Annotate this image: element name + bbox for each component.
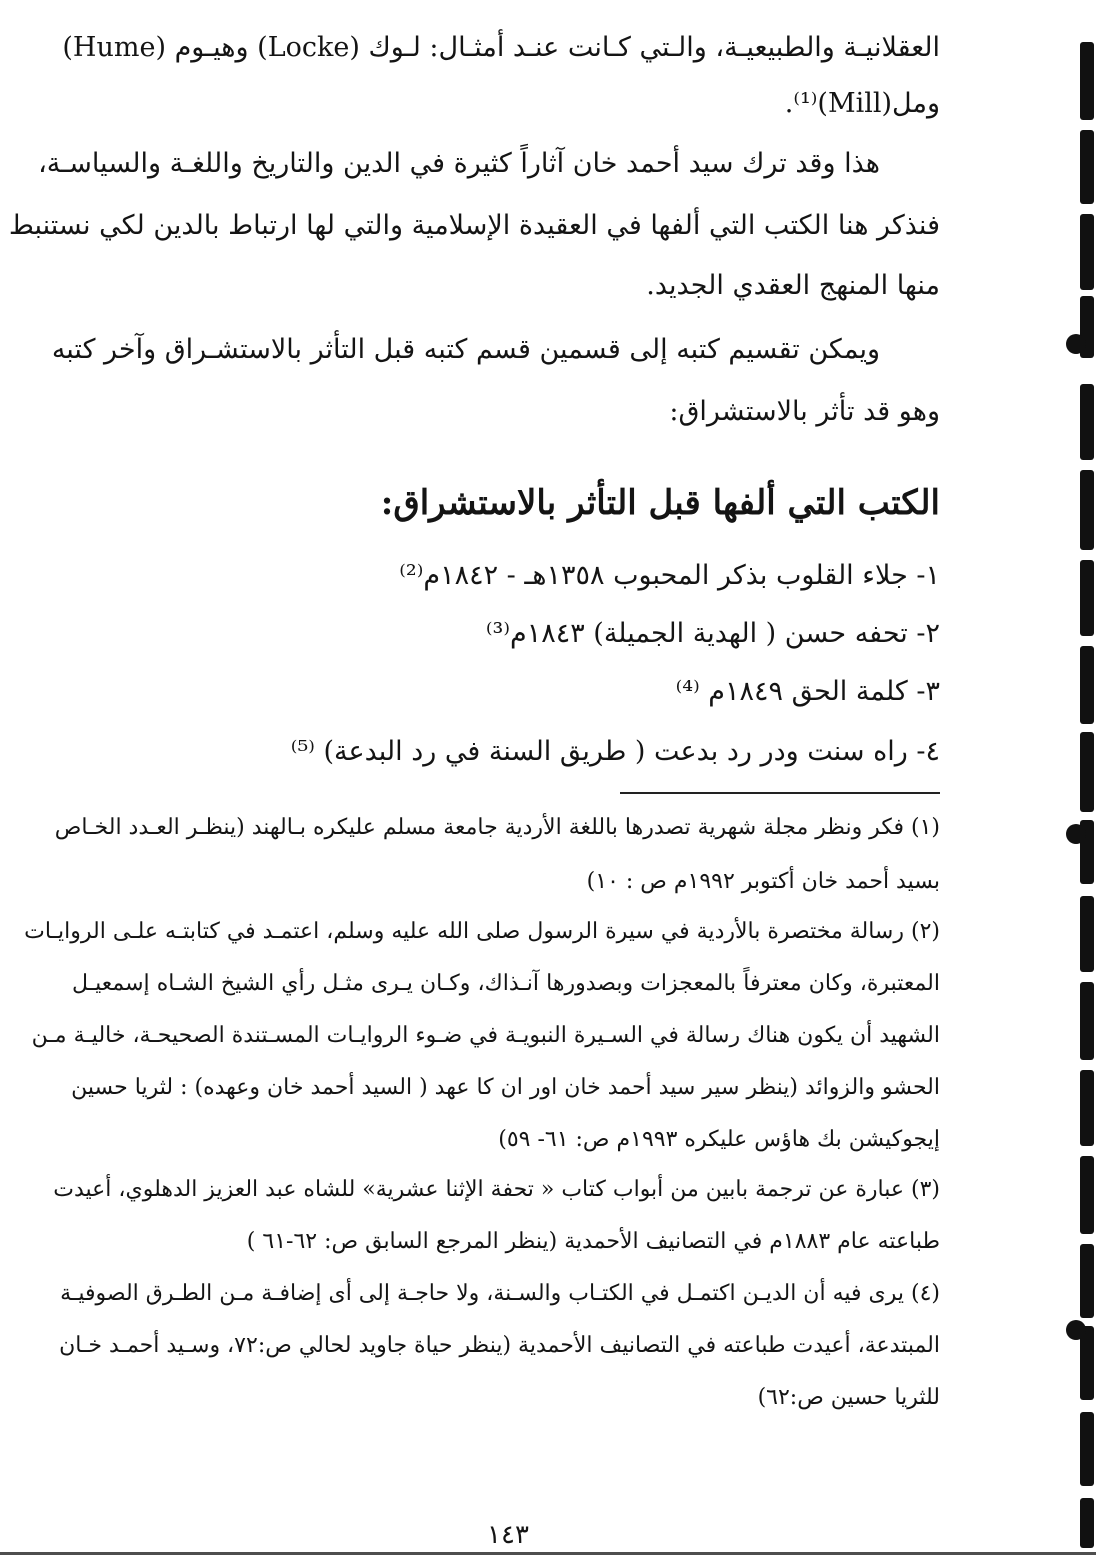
body-line: منها المنهج العقدي الجديد. [646,270,940,301]
binding-dot [1066,1320,1086,1340]
binding-mark [1080,470,1094,550]
footnote-line: للثريا حسين ص:٦٢) [757,1385,940,1410]
body-line: العقلانيـة والطبيعيـة، والـتي كـانت عنـد أمثـال: لـوك (Locke) وهيـوم (Hume) [62,32,940,63]
binding-mark [1080,130,1094,204]
body-line: هذا وقد ترك سيد أحمد خان آثاراً كثيرة في الدين والتاريخ واللغـة والسياسـة، [38,148,880,179]
list-item: ٣- كلمة الحق ١٨٤٩م ⁽⁴⁾ [675,676,940,707]
footnote-line: الحشو والزوائد (ينظر سير سيد أحمد خان اور ان كا عهد ( السيد أحمد خان وعهده) : لثريا حسين [71,1075,940,1100]
scan-bottom-edge [0,1552,1096,1555]
footnote-line: المبتدعة، أعيدت طباعته في التصانيف الأحمدية (ينظر حياة جاويد لحالي ص:٧٢، وسـيد أحمـد خـان [59,1333,940,1358]
footnote-line: الشهيد أن يكون هناك رسالة في السـيرة النبويـة في ضـوء الروايـات المسـتندة الصحيحـة، خاليـة مـن [31,1023,940,1048]
body-line: ومل(Mill)⁽¹⁾. [784,88,940,119]
footnote-line: (٢) رسالة مختصرة بالأردية في سيرة الرسول صلى الله عليه وسلم، اعتمـد في كتابتـه علـى الروايـات [24,919,940,944]
footnote-line: طباعته عام ١٨٨٣م في التصانيف الأحمدية (ينظر المرجع السابق ص: ٦٢-٦١ ) [246,1229,940,1254]
footnote-line: إيجوكيشن بك هاؤس عليكره ١٩٩٣م ص: ٦١- ٥٩) [498,1127,940,1152]
footnote-separator [620,792,940,794]
body-line: وهو قد تأثر بالاستشراق: [669,396,940,427]
section-heading: الكتب التي ألفها قبل التأثر بالاستشراق: [380,483,940,523]
binding-dot [1066,334,1086,354]
footnote-line: (١) فكر ونظر مجلة شهرية تصدرها باللغة الأردية جامعة مسلم عليكره بـالهند (ينظـر العـدد الخـاص [54,815,940,840]
binding-mark [1080,384,1094,460]
binding-mark [1080,1498,1094,1548]
footnote-line: بسيد أحمد خان أكتوبر ١٩٩٢م ص : ١٠) [586,869,940,894]
binding-mark [1080,646,1094,724]
binding-mark [1080,982,1094,1060]
footnote-line: المعتبرة، وكان معترفاً بالمعجزات وبصدورها آنـذاك، وكـان يـرى مثـل رأي الشيخ الشـاه إسمعيـل [72,971,940,996]
binding-mark [1080,1070,1094,1146]
body-line: فنذكر هنا الكتب التي ألفها في العقيدة الإسلامية والتي لها ارتباط بالدين لكي نستنبط [8,210,940,241]
binding-mark [1080,560,1094,636]
binding-mark [1080,896,1094,972]
binding-mark [1080,42,1094,120]
binding-mark [1080,732,1094,812]
list-item: ٤- راه سنت ودر رد بدعت ( طريق السنة في رد البدعة) ⁽⁵⁾ [290,736,940,767]
binding-mark [1080,1156,1094,1234]
body-line: ويمكن تقسيم كتبه إلى قسمين قسم كتبه قبل التأثر بالاستشـراق وآخر كتبه [51,334,880,365]
binding-dot [1066,824,1086,844]
list-item: ١- جلاء القلوب بذكر المحبوب ١٣٥٨هـ - ١٨٤٢م⁽²⁾ [399,560,940,591]
binding-mark [1080,1412,1094,1486]
list-item: ٢- تحفه حسن ( الهدية الجميلة) ١٨٤٣م⁽³⁾ [485,618,940,649]
footnote-line: (٤) يرى فيه أن الديـن اكتمـل في الكتـاب والسـنة، ولا حاجـة إلى أى إضافـة مـن الطـرق الصوفيـة [60,1281,940,1306]
footnote-line: (٣) عبارة عن ترجمة بابين من أبواب كتاب « تحفة الإثنا عشرية» للشاه عبد العزيز الدهلوي، أعيدت [53,1177,940,1202]
binding-mark [1080,1244,1094,1318]
binding-mark [1080,214,1094,290]
page-number: ١٤٣ [487,1520,529,1550]
